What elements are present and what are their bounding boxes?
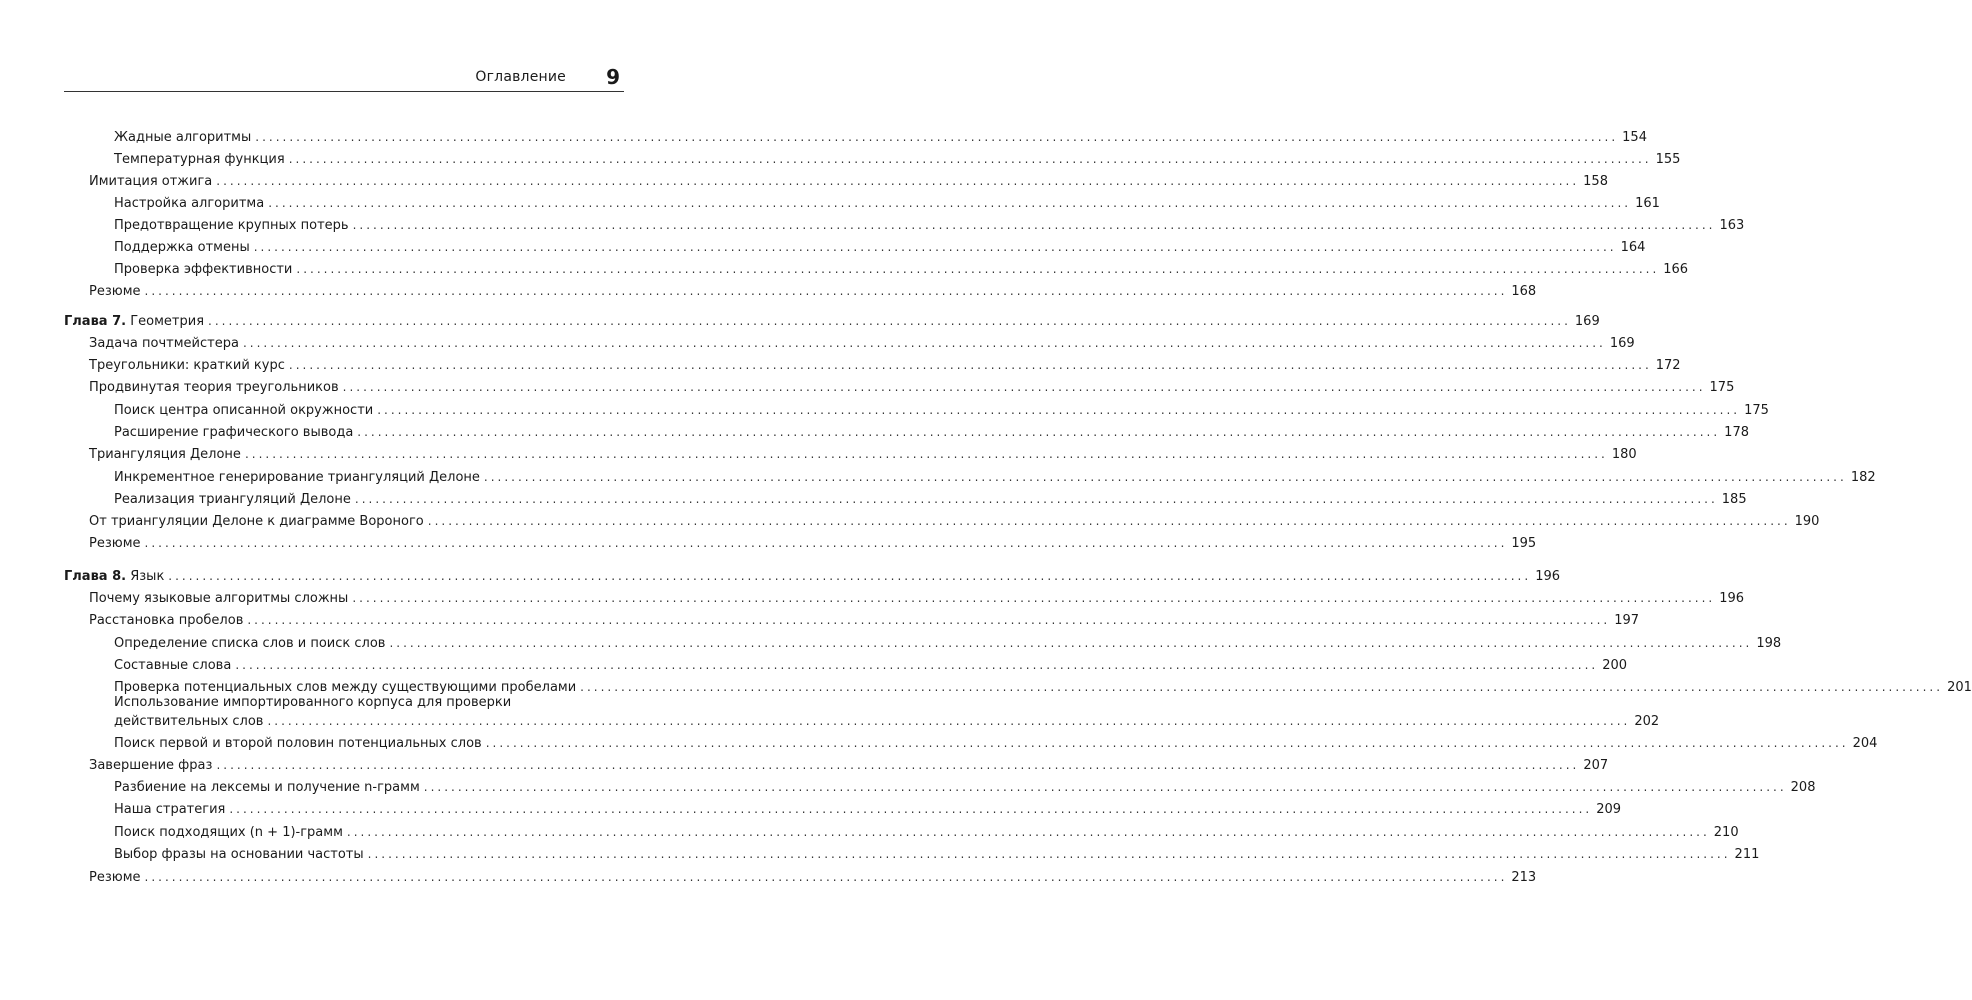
- toc-entry-title: Триангуляция Делоне: [89, 447, 241, 462]
- toc-entry-title: Поиск первой и второй половин потенциальных слов: [114, 736, 482, 751]
- toc-entry-label: [64, 313, 204, 331]
- dot-leader: ........................................................................................................................................................................................................: [288, 152, 1652, 166]
- dot-leader: ........................................................................................................................................................................................................: [346, 825, 1710, 839]
- toc-entry-title: Поддержка отмены: [114, 240, 250, 255]
- toc-entry-label: [89, 590, 348, 608]
- toc-entry-page: 161: [1635, 196, 1660, 211]
- toc-entry-page: 196: [1719, 591, 1745, 606]
- toc-entry-label: [114, 129, 251, 147]
- toc-entry-label: [89, 173, 212, 191]
- toc-entry-label: [114, 402, 373, 420]
- toc-entry-page: 164: [1620, 240, 1646, 255]
- toc-entry-title: От триангуляции Делоне к диаграмме Вороного: [89, 514, 424, 529]
- dot-leader: ........................................................................................................................................................................................................: [427, 514, 1791, 528]
- toc-entry-title: Поиск подходящих (n + 1)-грамм: [114, 825, 343, 840]
- toc-entry-page: 155: [1655, 152, 1681, 167]
- toc-entry-label: [89, 335, 239, 353]
- dot-leader: ........................................................................................................................................................................................................: [247, 613, 1611, 627]
- dot-leader: ........................................................................................................................................................................................................: [144, 870, 1508, 884]
- toc-entry-page: 168: [1511, 284, 1537, 299]
- dot-leader: ........................................................................................................................................................................................................: [267, 714, 1631, 728]
- toc-entry-page: 182: [1850, 470, 1876, 485]
- toc-entry-title: Проверка эффективности: [114, 262, 293, 277]
- dot-leader: ........................................................................................................................................................................................................: [168, 569, 1532, 583]
- toc-entry-page: 198: [1756, 636, 1782, 651]
- toc-entry-page: 207: [1583, 758, 1609, 773]
- toc-entry-label: [114, 217, 349, 235]
- toc-entry-title: Язык: [130, 569, 165, 584]
- toc-entry-title: Выбор фразы на основании частоты: [114, 847, 364, 862]
- toc-entry-title: Почему языковые алгоритмы сложны: [89, 591, 349, 606]
- toc-entry-title: действительных слов: [114, 714, 264, 729]
- toc-entry-label: [114, 239, 250, 257]
- dot-leader: ........................................................................................................................................................................................................: [367, 847, 1731, 861]
- dot-leader: ........................................................................................................................................................................................................: [352, 591, 1716, 605]
- toc-entry-label: [114, 469, 480, 487]
- toc-entry-page: 175: [1709, 380, 1735, 395]
- toc-entry-page: 196: [1535, 569, 1561, 584]
- dot-leader: ........................................................................................................................................................................................................: [357, 425, 1721, 439]
- dot-leader: ........................................................................................................................................................................................................: [423, 780, 1787, 794]
- toc-entry-page: 204: [1852, 736, 1878, 751]
- toc-entry-title: Задача почтмейстера: [89, 336, 239, 351]
- dot-leader: ........................................................................................................................................................................................................: [268, 196, 1632, 210]
- toc-entry-page: 158: [1583, 174, 1608, 189]
- toc-entry-page: 210: [1713, 825, 1739, 840]
- toc-entry-label: [89, 869, 141, 887]
- chapter-number: Глава 8.: [64, 569, 127, 584]
- toc-entry-title: Имитация отжига: [89, 174, 213, 189]
- toc-entry-title: Разбиение на лексемы и получение n-грамм: [114, 780, 420, 795]
- toc-entry-title: Проверка потенциальных слов между существующими пробелами: [114, 680, 577, 695]
- toc-entry-title: Резюме: [89, 284, 141, 299]
- toc-entry-page: 169: [1574, 314, 1600, 329]
- toc-entry-page: 178: [1724, 425, 1749, 440]
- dot-leader: ........................................................................................................................................................................................................: [244, 447, 1608, 461]
- dot-leader: ........................................................................................................................................................................................................: [216, 758, 1580, 772]
- toc-entry-page: 197: [1614, 613, 1640, 628]
- toc-entry-title: Настройка алгоритма: [114, 196, 265, 211]
- toc-entry-title: Реализация триангуляций Делоне: [114, 492, 351, 507]
- toc-entry-label: [114, 779, 420, 797]
- toc-entry-page: 175: [1744, 403, 1769, 418]
- dot-leader: ........................................................................................................................................................................................................: [483, 470, 1847, 484]
- dot-leader: ........................................................................................................................................................................................................: [354, 492, 1718, 506]
- toc-entry-page: 200: [1602, 658, 1628, 673]
- toc-entry-page: 180: [1611, 447, 1637, 462]
- toc-entry-page: 209: [1596, 802, 1622, 817]
- toc-entry-label: [114, 635, 385, 653]
- toc-entry-title: Поиск центра описанной окружности: [114, 403, 374, 418]
- toc-entry-label: [64, 568, 164, 586]
- toc-entry-label: [114, 824, 343, 842]
- toc-entry-title: Составные слова: [114, 658, 232, 673]
- toc-entry-page: 166: [1663, 262, 1689, 277]
- toc-entry-title: Наша стратегия: [114, 802, 226, 817]
- toc-entry-label: [89, 513, 424, 531]
- toc-entry-label: [89, 535, 141, 553]
- page-number: 9: [606, 65, 620, 89]
- toc-entry-label: [89, 446, 241, 464]
- dot-leader: ........................................................................................................................................................................................................: [253, 240, 1617, 254]
- dot-leader: ........................................................................................................................................................................................................: [288, 358, 1652, 372]
- toc-entry-label: [114, 713, 263, 731]
- running-header-title: Оглавление: [475, 69, 566, 85]
- dot-leader: ........................................................................................................................................................................................................: [296, 262, 1660, 276]
- dot-leader: ........................................................................................................................................................................................................: [485, 736, 1849, 750]
- toc-entry-page: 201: [1947, 680, 1972, 695]
- toc-entry-page: 163: [1719, 218, 1745, 233]
- toc-entry-label: [114, 657, 231, 675]
- dot-leader: ........................................................................................................................................................................................................: [235, 658, 1599, 672]
- toc-entry-label: [114, 846, 364, 864]
- dot-leader: ........................................................................................................................................................................................................: [352, 218, 1716, 232]
- dot-leader: ........................................................................................................................................................................................................: [342, 380, 1706, 394]
- toc-entry-label: [114, 491, 351, 509]
- toc-entry-label: [89, 612, 243, 630]
- toc-entry-title: Жадные алгоритмы: [114, 130, 252, 145]
- toc-entry-label: [89, 357, 285, 375]
- dot-leader: ........................................................................................................................................................................................................: [144, 284, 1508, 298]
- toc-entry-title: Треугольники: краткий курс: [89, 358, 285, 373]
- dot-leader: ........................................................................................................................................................................................................: [216, 174, 1580, 188]
- toc-entry-title: Температурная функция: [114, 152, 285, 167]
- toc-entry-page: 169: [1609, 336, 1635, 351]
- toc-entry-page: 154: [1622, 130, 1647, 145]
- toc-entry-title: Резюме: [89, 870, 141, 885]
- toc-entry-page: 202: [1634, 714, 1660, 729]
- toc-entry-label: [89, 757, 212, 775]
- toc-entry-title: Инкрементное генерирование триангуляций Делоне: [114, 470, 480, 485]
- dot-leader: ........................................................................................................................................................................................................: [377, 403, 1741, 417]
- toc-entry-label: [114, 151, 285, 169]
- toc-entry-page: 195: [1511, 536, 1537, 551]
- toc-entry-label: [114, 735, 482, 753]
- toc-entry-page: 190: [1794, 514, 1820, 529]
- toc-entry-title: Предотвращение крупных потерь: [114, 218, 349, 233]
- dot-leader: ........................................................................................................................................................................................................: [229, 802, 1593, 816]
- toc-entry-page: 172: [1655, 358, 1681, 373]
- toc-entry-title: Завершение фраз: [89, 758, 213, 773]
- dot-leader: ........................................................................................................................................................................................................: [255, 130, 1619, 144]
- toc-entry-label: [114, 801, 225, 819]
- toc-entry-label: [114, 424, 353, 442]
- toc-entry-label: [114, 261, 292, 279]
- toc-entry-page: 211: [1734, 847, 1760, 862]
- chapter-number: Глава 7.: [64, 314, 127, 329]
- dot-leader: ........................................................................................................................................................................................................: [389, 636, 1753, 650]
- toc-entry-title: Расширение графического вывода: [114, 425, 354, 440]
- toc-entry-title: Определение списка слов и поиск слов: [114, 636, 386, 651]
- dot-leader: ........................................................................................................................................................................................................: [580, 680, 1944, 694]
- toc-entry-label-line1: Использование импортированного корпуса для проверки: [114, 695, 512, 710]
- toc-entry-label: [89, 379, 339, 397]
- dot-leader: ........................................................................................................................................................................................................: [242, 336, 1606, 350]
- toc-entry-label: [89, 283, 141, 301]
- dot-leader: ........................................................................................................................................................................................................: [208, 314, 1571, 328]
- toc-entry-page: 185: [1721, 492, 1747, 507]
- toc-entry-title: Резюме: [89, 536, 141, 551]
- toc-entry-label: [114, 195, 264, 213]
- toc-entry-title: Расстановка пробелов: [89, 613, 244, 628]
- toc-entry-page: 208: [1790, 780, 1816, 795]
- dot-leader: ........................................................................................................................................................................................................: [144, 536, 1508, 550]
- toc-entry-title: Продвинутая теория треугольников: [89, 380, 339, 395]
- toc-entry-title: Геометрия: [130, 314, 205, 329]
- toc-entry-page: 213: [1511, 870, 1537, 885]
